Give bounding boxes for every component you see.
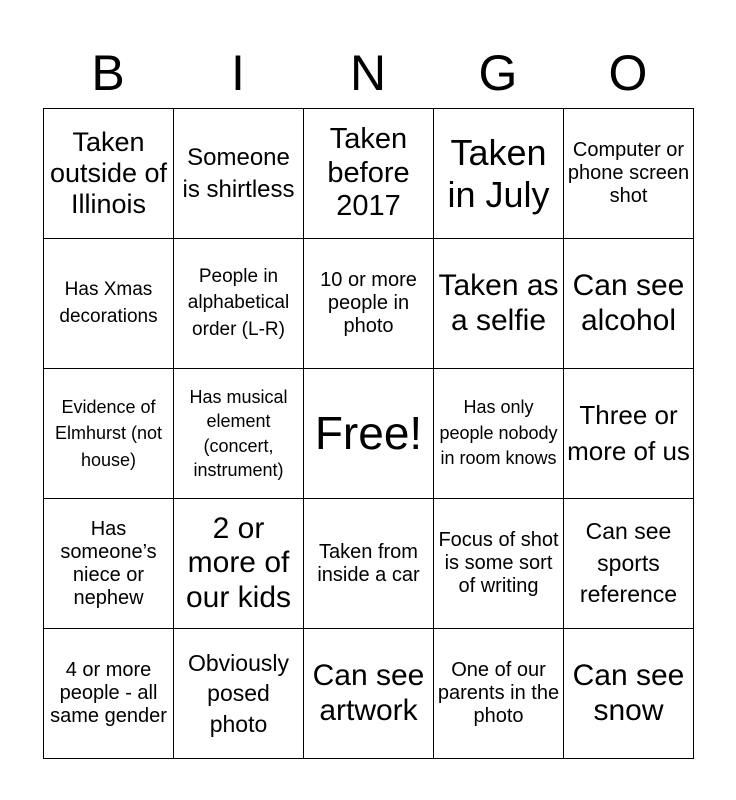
bingo-cell: Taken outside of Illinois [44, 109, 174, 239]
bingo-cell: Taken in July [434, 109, 564, 239]
header-letter-o: O [608, 45, 648, 101]
bingo-cell: Someone is shirtless [174, 109, 304, 239]
bingo-row [44, 239, 694, 369]
header-letter-i: I [231, 45, 245, 101]
bingo-cell: Can see sports reference [564, 499, 694, 629]
bingo-cell: Taken before 2017 [304, 109, 434, 239]
bingo-cell: Can see snow [564, 629, 694, 759]
bingo-cell: Evidence of Elmhurst (not house) [44, 369, 174, 499]
bingo-row [44, 109, 694, 239]
bingo-cell: One of our parents in the photo [434, 629, 564, 759]
bingo-cell: People in alphabetical order (L-R) [174, 239, 304, 369]
bingo-cell: Can see alcohol [564, 239, 694, 369]
bingo-cell: Has someone’s niece or nephew [44, 499, 174, 629]
bingo-header [43, 40, 693, 106]
bingo-cell: Focus of shot is some sort of writing [434, 499, 564, 629]
header-letter-g: G [478, 45, 518, 101]
bingo-cell: Has musical element (concert, instrument) [174, 369, 304, 499]
header-letter-n: N [349, 45, 387, 101]
bingo-cell: Computer or phone screen shot [564, 109, 694, 239]
bingo-cell: Has Xmas decorations [44, 239, 174, 369]
free-space: Free! [304, 369, 434, 499]
bingo-cell: Three or more of us [564, 369, 694, 499]
bingo-cell: Taken as a selfie [434, 239, 564, 369]
bingo-cell: Obviously posed photo [174, 629, 304, 759]
bingo-cell: Can see artwork [304, 629, 434, 759]
bingo-cell: 2 or more of our kids [174, 499, 304, 629]
header-letter-b: B [91, 45, 125, 101]
bingo-cell: Has only people nobody in room knows [434, 369, 564, 499]
bingo-row [44, 629, 694, 759]
bingo-cell: 10 or more people in photo [304, 239, 434, 369]
bingo-row [44, 499, 694, 629]
bingo-card [43, 108, 694, 759]
bingo-cell: 4 or more people - all same gender [44, 629, 174, 759]
bingo-cell: Taken from inside a car [304, 499, 434, 629]
bingo-row [44, 369, 694, 499]
